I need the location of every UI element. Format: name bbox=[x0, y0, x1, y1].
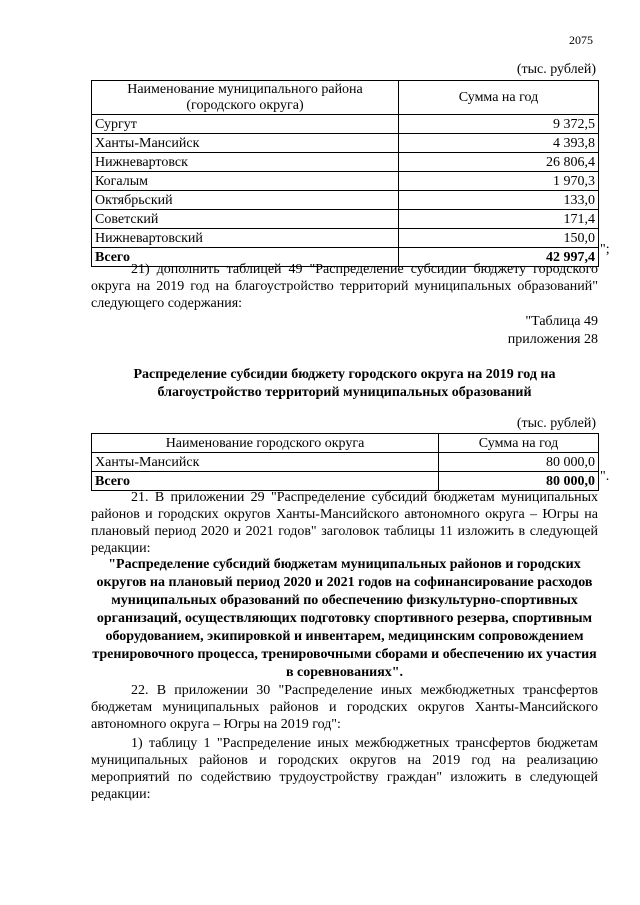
table-cell: 80 000,0 bbox=[439, 453, 599, 472]
table-row bbox=[92, 172, 599, 191]
table-row bbox=[92, 453, 599, 472]
table-cell: Сургут bbox=[92, 115, 399, 134]
table-cell: 133,0 bbox=[399, 191, 599, 210]
table1-total-value: 42 997,4 bbox=[399, 248, 599, 267]
table-cell: Ханты-Мансийск bbox=[92, 134, 399, 153]
table-cell: 171,4 bbox=[399, 210, 599, 229]
table-row bbox=[92, 153, 599, 172]
table2-header-row bbox=[92, 434, 599, 453]
table-row bbox=[92, 191, 599, 210]
table1-header-name: Наименование муниципального района (городского округа) bbox=[92, 81, 399, 115]
table1-total-label: Всего bbox=[92, 248, 399, 267]
item-22-1-paragraph: 1) таблицу 1 "Распределение иных межбюджетных трансфертов бюджетам муниципальных районов и городских округов на 2019 год на реализацию мероприятий по содействию трудоустройству граждан" изложить в следующей редакции: bbox=[91, 736, 598, 802]
table11-title: "Распределение субсидий бюджетам муниципальных районов и городских округов на плановый период 2020 и 2021 годов на софинансирование расходов муниципальных образований по обеспечению физкультурно-спортивных организаций, осуществляющих подготовку спортивного резерва, спортивным оборудованием, экипировкой и инвентарем, медицинским сопровождением тренировочного процесса, тренировочными сборами и обеспечению их участия в соревнованиях". bbox=[92, 557, 597, 680]
table-cell: 1 970,3 bbox=[399, 172, 599, 191]
table-cell: 26 806,4 bbox=[399, 153, 599, 172]
table2-unit: (тыс. рублей) bbox=[516, 416, 596, 431]
table-cell: 9 372,5 bbox=[399, 115, 599, 134]
table1-header-row bbox=[92, 81, 599, 115]
table-cell: Нижневартовск bbox=[92, 153, 399, 172]
table49-title: Распределение субсидии бюджету городского округа на 2019 год на благоустройство территорий муниципальных образований bbox=[133, 367, 556, 400]
page-number: 2075 bbox=[569, 33, 593, 47]
table-row bbox=[92, 210, 599, 229]
table-cell: Ханты-Мансийск bbox=[92, 453, 439, 472]
table2-total-value: 80 000,0 bbox=[439, 472, 599, 491]
item-22-paragraph: 22. В приложении 30 "Распределение иных межбюджетных трансфертов бюджетам муниципальных районов и городских округов Ханты-Мансийского автономного округа – Югры на 2019 год": bbox=[91, 683, 598, 732]
table-cell: 4 393,8 bbox=[399, 134, 599, 153]
table2-total-label: Всего bbox=[92, 472, 439, 491]
table1-header-sum: Сумма на год bbox=[399, 81, 599, 115]
table-reference-line2: приложения 28 bbox=[507, 332, 598, 347]
paragraph-21-add-table: 21) дополнить таблицей 49 "Распределение субсидии бюджету городского округа на 2019 год на благоустройство территорий муниципальных образований" следующего содержания: bbox=[91, 262, 598, 311]
table2-closing-quote: ". bbox=[600, 469, 610, 484]
table1 bbox=[91, 80, 599, 267]
table-row bbox=[92, 134, 599, 153]
table-cell: Советский bbox=[92, 210, 399, 229]
table-cell: 150,0 bbox=[399, 229, 599, 248]
table-row bbox=[92, 229, 599, 248]
table2-header-name: Наименование городского округа bbox=[92, 434, 439, 453]
table2-header-sum: Сумма на год bbox=[439, 434, 599, 453]
table1-closing-quote: "; bbox=[600, 242, 610, 257]
table-row bbox=[92, 115, 599, 134]
item-21-paragraph: 21. В приложении 29 "Распределение субсидий бюджетам муниципальных районов и городских округов Ханты-Мансийского автономного округа – Югры на плановый период 2020 и 2021 годов" заголовок таблицы 11 изложить в следующей редакции: bbox=[91, 490, 598, 556]
table-cell: Нижневартовский bbox=[92, 229, 399, 248]
table-cell: Октябрьский bbox=[92, 191, 399, 210]
table-reference-line1: "Таблица 49 bbox=[525, 314, 598, 329]
table-cell: Когалым bbox=[92, 172, 399, 191]
table1-unit: (тыс. рублей) bbox=[516, 62, 596, 77]
table2 bbox=[91, 433, 599, 491]
table2-total-row bbox=[92, 472, 599, 491]
